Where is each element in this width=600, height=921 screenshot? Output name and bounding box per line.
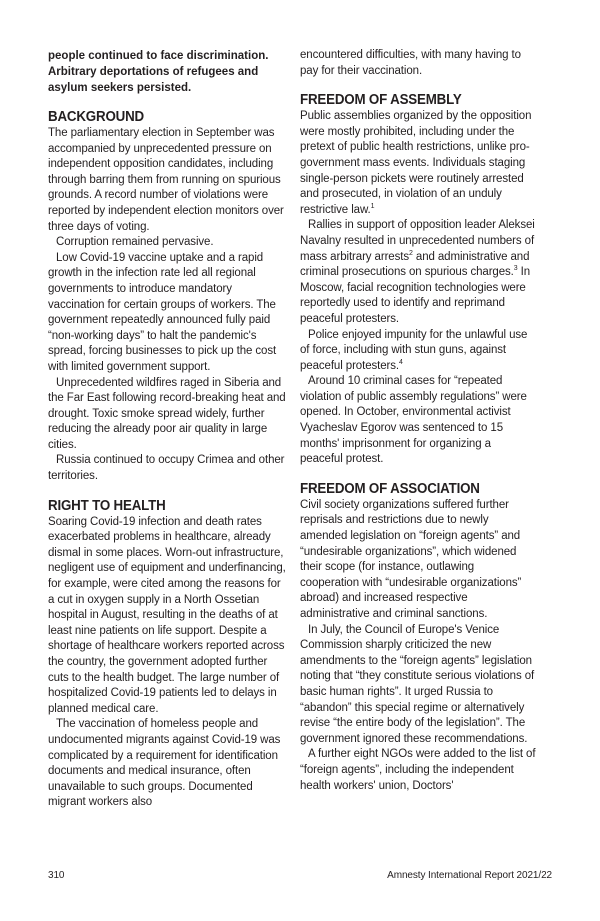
continued-paragraph: encountered difficulties, with many having to pay for their vaccination. bbox=[300, 49, 521, 77]
assembly-paragraph: Police enjoyed impunity for the unlawful use of force, including with stun guns, against peaceful protesters.$^4$ bbox=[300, 328, 528, 372]
background-heading: BACKGROUND bbox=[48, 109, 144, 125]
association-paragraph: In July, the Council of Europe's Venice Commission sharply criticized the new amendments to the “foreign agents” legislation noting that “they constitute serious violations of basic human rights”. It urged Russia to “abandon” this special regime or alternatively revise “the entire body of the legislation”. The government ignored these recommendations. bbox=[300, 623, 535, 745]
right-column bbox=[300, 48, 536, 794]
background-paragraph: Russia continued to occupy Crimea and other territories. bbox=[48, 454, 285, 483]
report-title: Amnesty International Report 2021/22 bbox=[387, 870, 552, 881]
left-column bbox=[48, 48, 286, 811]
assembly-paragraph: Public assemblies organized by the opposition were mostly prohibited, including under the pretext of public health restrictions, unlike pro-government mass events. Individuals staging single-person pickets were routinely arrested and prosecuted, in violation of an unduly restrictive law.$^1$ bbox=[300, 110, 532, 216]
footnote-ref: 2 bbox=[409, 249, 413, 257]
page-number: 310 bbox=[48, 870, 65, 881]
association-paragraph: Civil society organizations suffered further reprisals and restrictions due to newly amended legislation on “foreign agents” and “undesirable organizations”, which widened their scope (for instance, outlawing cooperation with “undesirable organizations” abroad) and increased respective administrative and criminal sanctions. bbox=[300, 498, 522, 620]
right-to-health-heading: RIGHT TO HEALTH bbox=[48, 497, 166, 514]
background-paragraph: The parliamentary election in September was accompanied by unprecedented pressure on independent opposition candidates, including through barring them from running on spurious grounds. A record number of violations were reported by independent election monitors over three days of voting. bbox=[48, 127, 284, 233]
assembly-paragraph: Rallies in support of opposition leader Aleksei Navalny resulted in unprecedented numbers of mass arbitrary arrests$^2$ and administrative and criminal prosecutions on spurious charges.$^3$ In Moscow, facial recognition technologies were reportedly used to identify and reprimand peaceful protesters. bbox=[300, 219, 535, 325]
background-paragraph: Unprecedented wildfires raged in Siberia and the Far East following record-breaking heat and drought. Toxic smoke spread widely, further reducing the already poor air quality in large cities. bbox=[48, 376, 286, 451]
background-paragraph: Low Covid-19 vaccine uptake and a rapid growth in the infection rate led all regional governments to introduce mandatory vaccination for certain groups of workers. The government repeatedly announced fully paid “non-working days” to halt the pandemic's spread, forcing businesses to pick up the cost with limited government support. bbox=[48, 251, 277, 373]
footnote-ref: 3 bbox=[513, 265, 518, 273]
association-paragraph: A further eight NGOs were added to the list of “foreign agents”, including the independent health workers' union, Doctors' bbox=[300, 748, 536, 792]
footnote-ref: 4 bbox=[399, 358, 403, 366]
assembly-paragraph: Around 10 criminal cases for “repeated violation of public assembly regulations” were opened. In October, environmental activist Vyacheslav Egorov was sentenced to 15 months' imprisonment for organizing a peaceful protest. bbox=[300, 375, 527, 466]
background-paragraph: Corruption remained pervasive. bbox=[56, 236, 214, 249]
footnote-ref: 1 bbox=[370, 202, 375, 210]
health-paragraph: The vaccination of homeless people and undocumented migrants against Covid-19 was complicated by a requirement for identification documents and medical insurance, often unavailable to such groups. Documented migrant workers also bbox=[48, 718, 281, 809]
health-paragraph: Soaring Covid-19 infection and death rates exacerbated problems in healthcare, already dismal in some places. Worn-out infrastructure, negligent use of equipment and underfinancing, for example, were cited among the reasons for a cut in oxygen supply in a North Ossetian hospital in August, resulting in the deaths of at least nine patients on life support. Despite a shortage of healthcare workers reported across the country, the government adopted further cuts to the health budget. The large number of hospitalized Covid-19 patients led to delays in planned medical care. bbox=[48, 515, 286, 715]
lead-paragraph: people continued to face discrimination. Arbitrary deportations of refugees and asylum seekers persisted. bbox=[48, 50, 269, 94]
freedom-of-association-heading: FREEDOM OF ASSOCIATION bbox=[300, 480, 480, 497]
freedom-of-assembly-heading: FREEDOM OF ASSEMBLY bbox=[300, 92, 462, 109]
